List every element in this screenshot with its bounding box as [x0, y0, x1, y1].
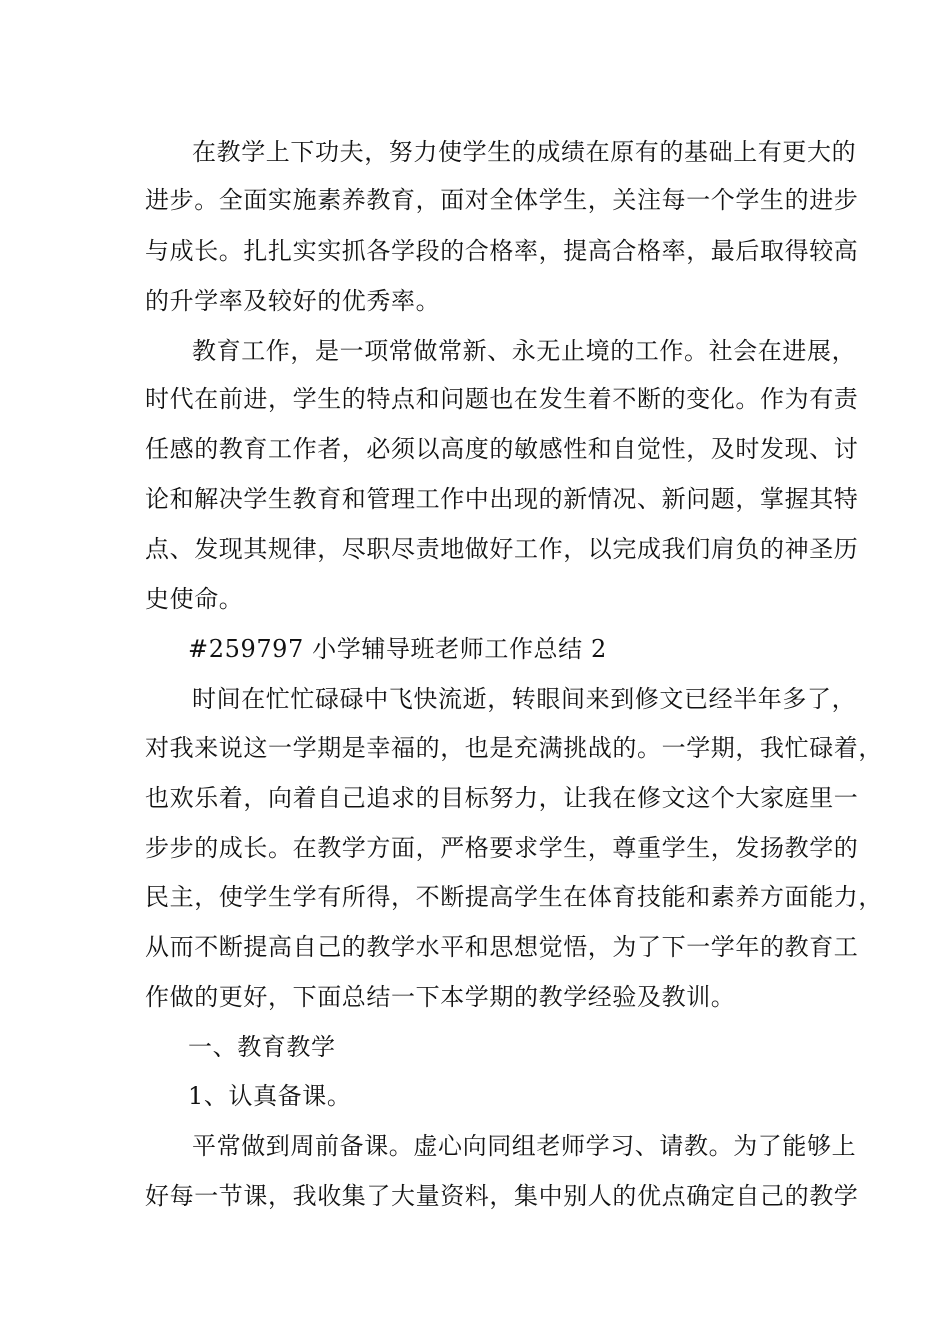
text-line: 的升学率及较好的优秀率。: [145, 287, 441, 315]
text-line: 也欢乐着，向着自己追求的目标努力，让我在修文这个大家庭里一: [145, 784, 859, 812]
text-line: 时代在前进，学生的特点和问题也在发生着不断的变化。作为有责: [145, 385, 859, 413]
text-line: 在教学上下功夫，努力使学生的成绩在原有的基础上有更大的: [192, 138, 857, 166]
text-line: 时间在忙忙碌碌中飞快流逝，转眼间来到修文已经半年多了，: [192, 685, 857, 713]
sub-heading: 1、认真备课。: [188, 1082, 352, 1110]
text-line: 民主，使学生学有所得，不断提高学生在体育技能和素养方面能力，: [145, 883, 883, 911]
section-heading: 一、教育教学: [188, 1033, 336, 1061]
text-line: 平常做到周前备课。虚心向同组老师学习、请教。为了能够上: [192, 1132, 857, 1160]
text-line: 点、发现其规律，尽职尽责地做好工作，以完成我们肩负的神圣历: [145, 535, 859, 563]
section-title: #259797 小学辅导班老师工作总结 2: [188, 635, 607, 663]
text-line: 好每一节课，我收集了大量资料，集中别人的优点确定自己的教学: [145, 1182, 859, 1210]
text-line: 对我来说这一学期是幸福的，也是充满挑战的。一学期，我忙碌着，: [145, 734, 883, 762]
text-line: 论和解决学生教育和管理工作中出现的新情况、新问题，掌握其特: [145, 485, 859, 513]
text-line: 教育工作，是一项常做常新、永无止境的工作。社会在进展，: [192, 337, 857, 365]
text-line: 作做的更好，下面总结一下本学期的教学经验及教训。: [145, 983, 736, 1011]
text-line: 与成长。扎扎实实抓各学段的合格率，提高合格率，最后取得较高: [145, 237, 859, 265]
text-line: 任感的教育工作者，必须以高度的敏感性和自觉性，及时发现、讨: [145, 435, 859, 463]
text-line: 从而不断提高自己的教学水平和思想觉悟，为了下一学年的教育工: [145, 933, 859, 961]
text-line: 进步。全面实施素养教育，面对全体学生，关注每一个学生的进步: [145, 186, 859, 214]
text-line: 步步的成长。在教学方面，严格要求学生，尊重学生，发扬教学的: [145, 834, 859, 862]
text-line: 史使命。: [145, 585, 244, 613]
